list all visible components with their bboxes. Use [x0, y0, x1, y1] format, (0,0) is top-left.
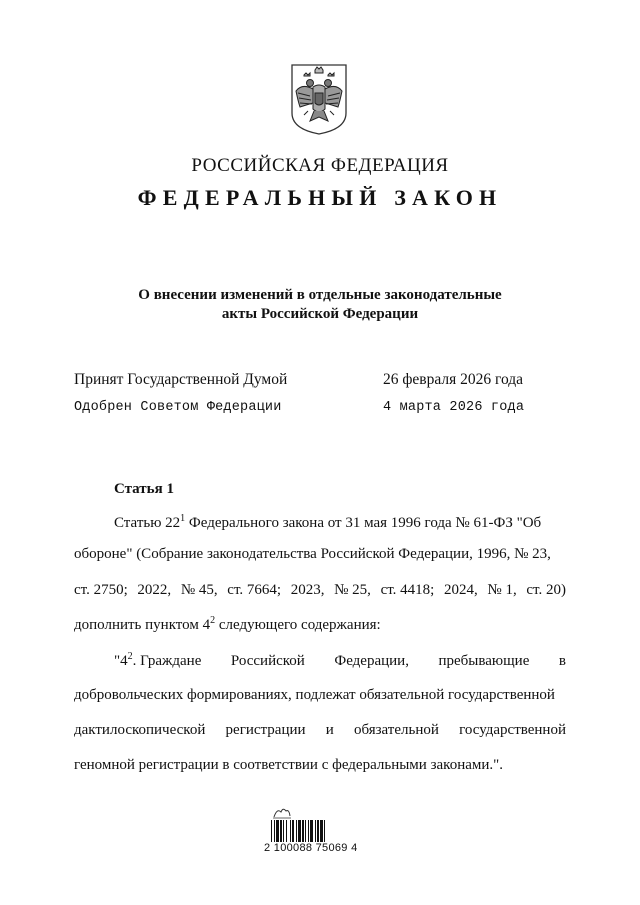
barcode-bar [286, 820, 287, 842]
barcode-bar [271, 820, 272, 842]
barcode-bar [308, 820, 309, 842]
text-fragment: следующего содержания: [215, 617, 381, 633]
article-heading: Статья 1 [114, 481, 174, 497]
text-fragment: дополнить пунктом 4 [74, 617, 211, 633]
text-fragment: Федерации, [334, 653, 409, 669]
text-fragment: . Граждане [132, 653, 202, 669]
article-text-line: геномной регистрации в соответствии с федеральными законами.". [74, 757, 504, 773]
barcode-bar [283, 820, 284, 842]
text-fragment: 2023, [290, 582, 325, 598]
superscript: 2 [210, 615, 216, 626]
superscript: 2 [127, 651, 133, 662]
text-fragment: 2024, [444, 582, 478, 598]
barcode-bar [315, 820, 316, 842]
text-fragment: ст. 4418; [380, 582, 435, 598]
text-fragment: Российской [230, 653, 305, 669]
text-fragment: ст. 20) [526, 582, 566, 598]
article-text-line [74, 617, 566, 634]
text-fragment: в [558, 653, 566, 669]
article-text-line [114, 653, 566, 670]
text-fragment: пребывающие [438, 653, 530, 669]
barcode [271, 820, 345, 842]
seal-mark-icon [271, 806, 293, 820]
barcode-bar [274, 820, 275, 842]
text-fragment: ст. 7664; [227, 582, 282, 598]
council-approval-label: Одобрен Советом Федерации [74, 400, 282, 415]
article-text-line [114, 515, 566, 532]
text-fragment: и [325, 722, 334, 738]
superscript: 1 [180, 513, 186, 524]
barcode-bar [296, 820, 297, 842]
document-type: ФЕДЕРАЛЬНЫЙ ЗАКОН [137, 185, 503, 210]
barcode-bar [310, 820, 313, 842]
barcode-number: 2 100088 75069 4 [264, 842, 358, 854]
barcode-bar [298, 820, 301, 842]
country-name: РОССИЙСКАЯ ФЕДЕРАЦИЯ [191, 155, 449, 176]
text-fragment: "4 [114, 653, 128, 669]
article-text-line [74, 722, 566, 739]
text-fragment: Статью 22 [114, 515, 181, 531]
barcode-bar [292, 820, 294, 842]
duma-adoption-label: Принят Государственной Думой [74, 371, 288, 388]
text-fragment [114, 653, 201, 670]
text-fragment: № 25, [334, 582, 371, 598]
law-title-line: О внесении изменений в отдельные законодательные [138, 287, 502, 303]
text-fragment: 2022, [137, 582, 172, 598]
text-fragment: ст. 2750; [74, 582, 128, 598]
text-fragment: № 45, [180, 582, 218, 598]
text-fragment: дактилоскопической [74, 722, 206, 738]
law-title [0, 286, 640, 324]
council-approval-date: 4 марта 2026 года [383, 400, 525, 415]
barcode-bar [276, 820, 279, 842]
text-fragment: обязательной [353, 722, 439, 738]
text-fragment: Федерального закона от 31 мая 1996 года № 61-ФЗ "Об [185, 515, 542, 531]
law-title-line: акты Российской Федерации [221, 306, 419, 322]
duma-adoption-date: 26 февраля 2026 года [383, 371, 524, 388]
article-text-line: добровольческих формированиях, подлежат обязательной государственной [74, 687, 555, 703]
barcode-bar [305, 820, 306, 842]
text-fragment: регистрации [225, 722, 306, 738]
barcode-bar [280, 820, 282, 842]
barcode-bar [317, 820, 319, 842]
barcode-bar [324, 820, 325, 842]
barcode-bar [290, 820, 291, 842]
coat-of-arms-emblem [286, 61, 352, 136]
article-text-line [74, 582, 566, 599]
barcode-bar [320, 820, 323, 842]
text-fragment: государственной [459, 722, 566, 738]
article-text-line: обороне" (Собрание законодательства Российской Федерации, 1996, № 23, [74, 546, 551, 562]
text-fragment: № 1, [487, 582, 517, 598]
barcode-bar [302, 820, 304, 842]
